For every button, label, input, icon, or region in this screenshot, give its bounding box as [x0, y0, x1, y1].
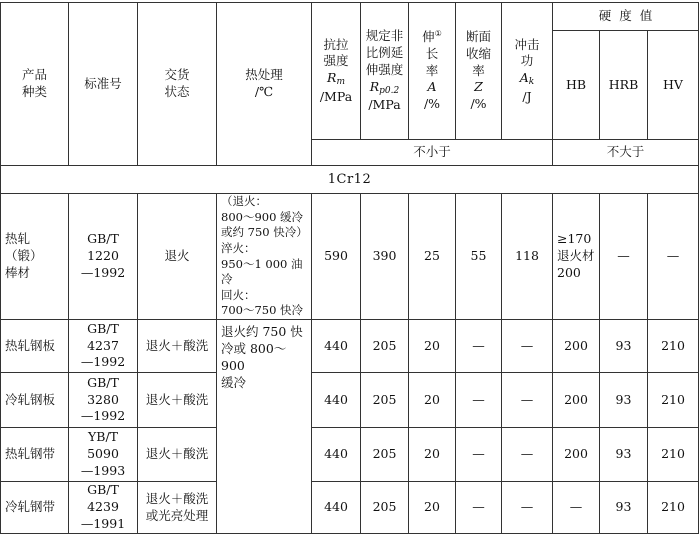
row-hv: 210 [648, 482, 699, 534]
row-hrb: 93 [600, 373, 648, 428]
row-hv: 210 [648, 320, 699, 373]
header-impact-energy: 冲击 功 $A_k$ /J [502, 3, 553, 140]
row-product: 冷轧钢板 [1, 373, 69, 428]
row-standard: GB/T 4239 —1991 [69, 482, 138, 534]
row-tensile: 440 [312, 320, 361, 373]
row-product: 冷轧钢带 [1, 482, 69, 534]
row-delivery: 退火＋酸洗 [138, 320, 217, 373]
row-hrb: — [600, 194, 648, 320]
header-elongation: 伸① 长 率 A /% [409, 3, 456, 140]
row-standard: GB/T 1220 —1992 [69, 194, 138, 320]
row-reduction: — [456, 428, 502, 482]
row-hb: 200 [553, 320, 600, 373]
header-not-less-than: 不小于 [312, 140, 553, 166]
row-product: 热轧（锻） 棒材 [1, 194, 69, 320]
row-yield: 205 [361, 482, 409, 534]
row-elongation: 20 [409, 373, 456, 428]
header-yield-strength: 规定非 比例延 伸强度 $R_{p0.2}$ /MPa [361, 3, 409, 140]
row-yield: 205 [361, 428, 409, 482]
row-impact: — [502, 320, 553, 373]
shared-heat-treatment: 退火约 750 快 冷或 800～900 缓冷 [217, 320, 312, 534]
header-delivery: 交货 状态 [138, 3, 217, 166]
row-hrb: 93 [600, 482, 648, 534]
row-hv: 210 [648, 373, 699, 428]
row-impact: — [502, 482, 553, 534]
row-heat-treatment: （退火： 800～900 缓冷 或约 750 快冷） 淬火： 950～1 000 油冷 回火： 700～750 快冷 [217, 194, 312, 320]
row-reduction: — [456, 482, 502, 534]
grade-label: 1Cr12 [1, 166, 699, 194]
header-tensile-strength: 抗拉 强度 $R_m$ /MPa [312, 3, 361, 140]
row-hb: 200 [553, 373, 600, 428]
row-hb: 200 [553, 428, 600, 482]
row-elongation: 20 [409, 482, 456, 534]
header-hrb: HRB [600, 31, 648, 140]
row-reduction: 55 [456, 194, 502, 320]
row-delivery: 退火 [138, 194, 217, 320]
row-hb: ≥170 退火材 200 [553, 194, 600, 320]
row-elongation: 20 [409, 320, 456, 373]
row-tensile: 590 [312, 194, 361, 320]
header-reduction-of-area: 断面 收缩 率 Z /% [456, 3, 502, 140]
header-not-more-than: 不大于 [553, 140, 699, 166]
row-elongation: 20 [409, 428, 456, 482]
row-tensile: 440 [312, 373, 361, 428]
row-delivery: 退火＋酸洗 [138, 428, 217, 482]
header-hardness: 硬 度 值 [553, 3, 699, 31]
row-reduction: — [456, 373, 502, 428]
row-yield: 390 [361, 194, 409, 320]
header-hv: HV [648, 31, 699, 140]
row-product: 热轧钢板 [1, 320, 69, 373]
row-delivery: 退火＋酸洗 或光亮处理 [138, 482, 217, 534]
row-hrb: 93 [600, 320, 648, 373]
row-reduction: — [456, 320, 502, 373]
row-elongation: 25 [409, 194, 456, 320]
header-hb: HB [553, 31, 600, 140]
row-hrb: 93 [600, 428, 648, 482]
row-hv: — [648, 194, 699, 320]
header-heat-treatment: 热处理 /℃ [217, 3, 312, 166]
row-impact: 118 [502, 194, 553, 320]
row-hv: 210 [648, 428, 699, 482]
row-hb: — [553, 482, 600, 534]
header-standard: 标准号 [69, 3, 138, 166]
row-impact: — [502, 428, 553, 482]
row-delivery: 退火＋酸洗 [138, 373, 217, 428]
row-tensile: 440 [312, 428, 361, 482]
row-standard: YB/T 5090 —1993 [69, 428, 138, 482]
header-product: 产品 种类 [1, 3, 69, 166]
row-product: 热轧钢带 [1, 428, 69, 482]
row-yield: 205 [361, 373, 409, 428]
row-standard: GB/T 4237 —1992 [69, 320, 138, 373]
row-impact: — [502, 373, 553, 428]
row-yield: 205 [361, 320, 409, 373]
row-tensile: 440 [312, 482, 361, 534]
row-standard: GB/T 3280 —1992 [69, 373, 138, 428]
steel-spec-table [0, 2, 699, 534]
